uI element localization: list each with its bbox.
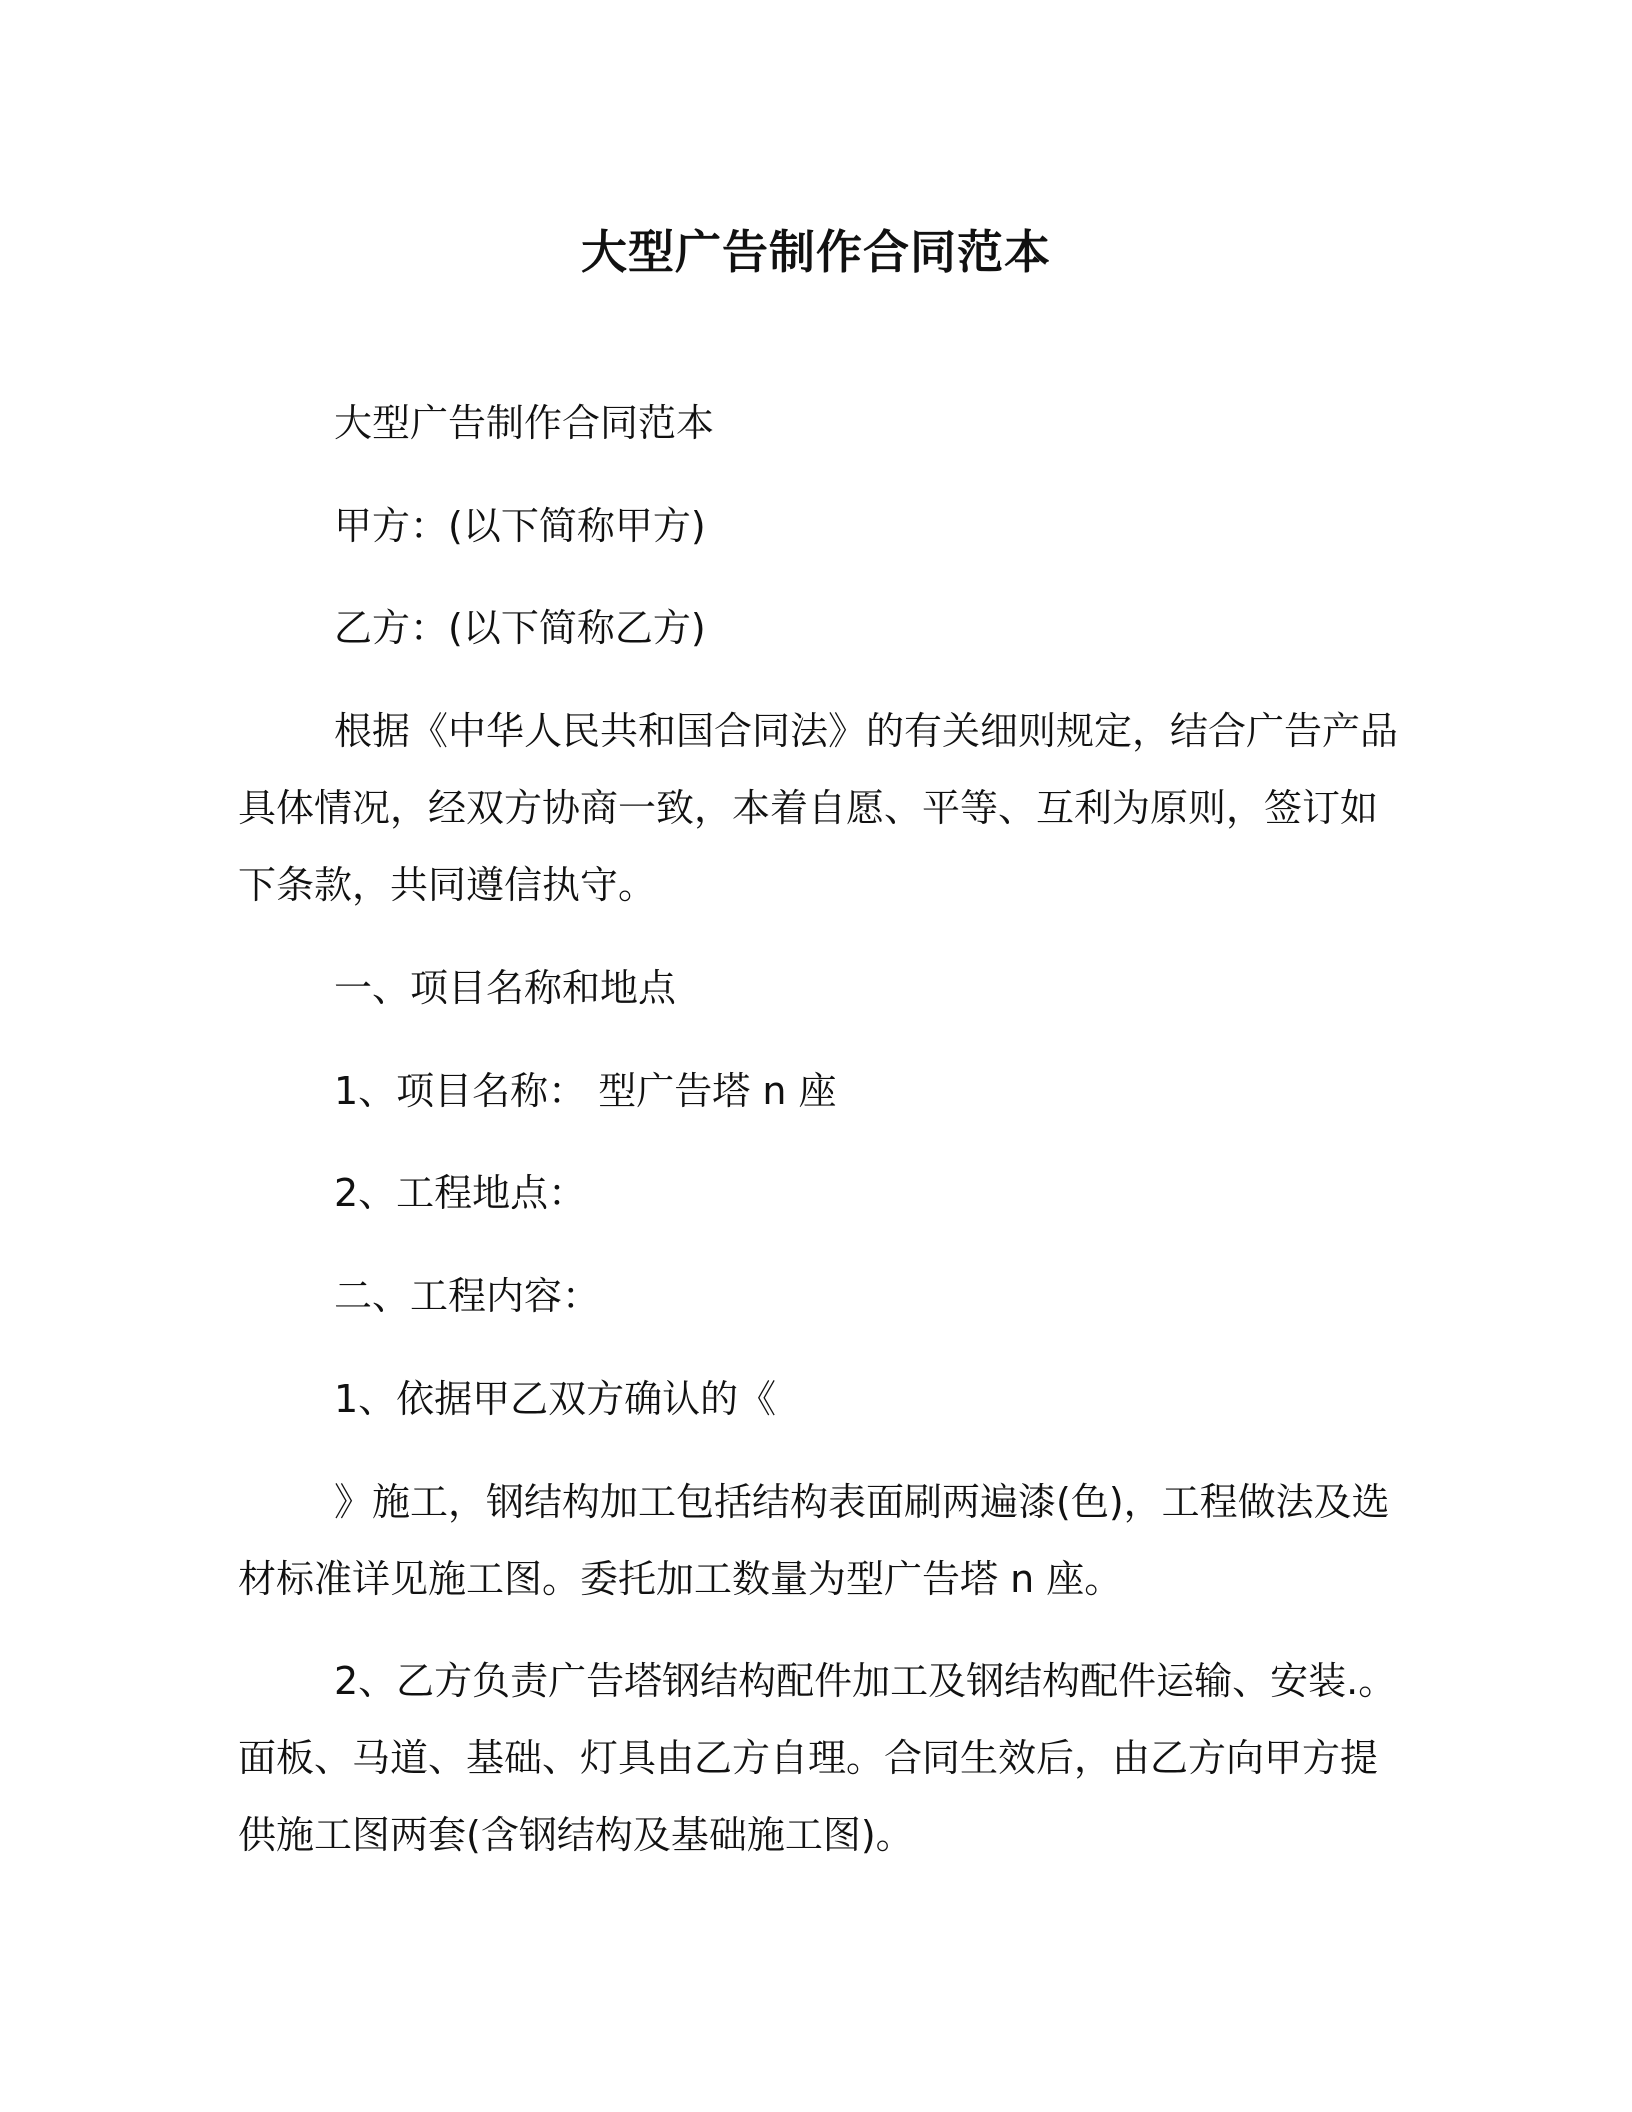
paragraph-line: 1、项目名称： 型广告塔 n 座 [334,1069,837,1113]
paragraph-line: 》施工，钢结构加工包括结构表面刷两遍漆(色)，工程做法及选 [334,1480,1390,1524]
paragraph-preamble [238,693,1399,924]
clause-project-name [238,1053,1388,1130]
paragraph-line: 下条款，共同遵信执守。 [238,863,657,907]
clause-responsibility [238,1643,1397,1874]
clause-construction [238,1464,1388,1618]
paragraph-line: 具体情况，经双方协商一致，本着自愿、平等、互利为原则，签订如 [238,786,1379,830]
paragraph-subtitle [238,385,1388,462]
paragraph-line: 2、乙方负责广告塔钢结构配件加工及钢结构配件运输、安装.。 [334,1659,1397,1703]
paragraph-line: 大型广告制作合同范本 [334,401,715,445]
paragraph-line: 根据《中华人民共和国合同法》的有关细则规定，结合广告产品 [334,709,1399,753]
clause-work-basis [238,1361,1388,1438]
section-heading-1 [238,950,1388,1027]
paragraph-line: 乙方：(以下简称乙方) [334,606,706,650]
paragraph-line: 二、工程内容： [334,1274,601,1318]
paragraph-line: 2、工程地点： [334,1171,587,1215]
clause-project-location [238,1155,1388,1232]
paragraph-line: 面板、马道、基础、灯具由乙方自理。合同生效后，由乙方向甲方提 [238,1736,1379,1780]
paragraph-line: 1、依据甲乙双方确认的《 [334,1377,777,1421]
document-title: 大型广告制作合同范本 [581,225,1051,279]
paragraph-line: 甲方：(以下简称甲方) [334,504,706,548]
paragraph-line: 材标准详见施工图。委托加工数量为型广告塔 n 座。 [238,1557,1123,1601]
section-heading-2 [238,1258,1388,1335]
paragraph-line: 供施工图两套(含钢结构及基础施工图)。 [238,1813,914,1857]
paragraph-party-a [238,488,1388,565]
paragraph-party-b [238,590,1388,667]
paragraph-line: 一、项目名称和地点 [334,966,677,1010]
